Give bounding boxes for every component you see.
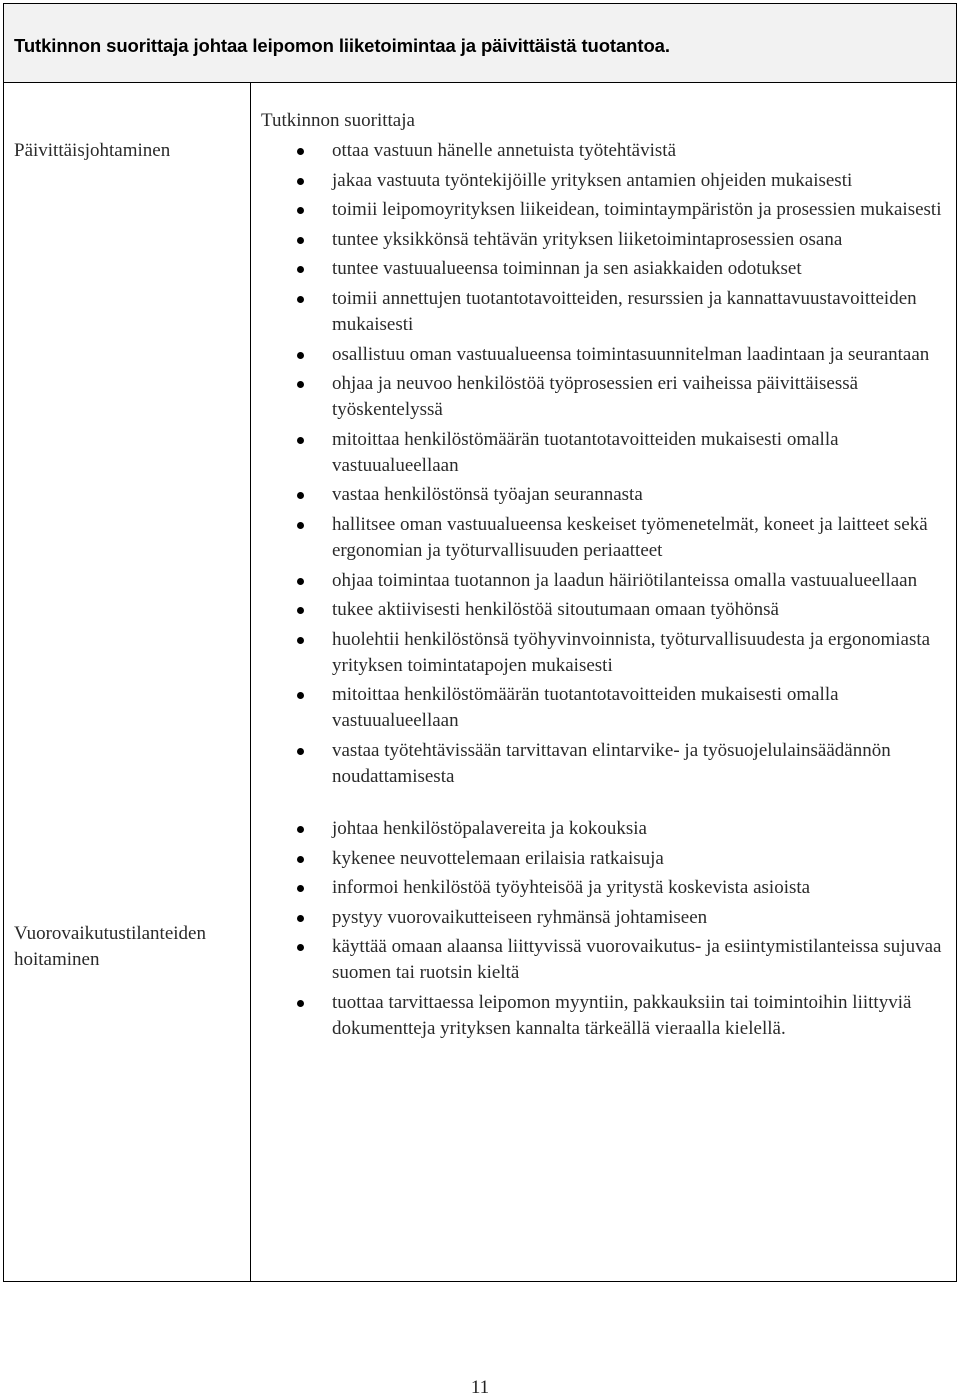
list-item-text: jakaa vastuuta työntekijöille yrityksen antamien ohjeiden mukaisesti (332, 169, 853, 191)
list-item (261, 227, 951, 253)
list-item-text: ohjaa ja neuvoo henkilöstöä työprosessien eri vaiheissa päivittäisessä työskentelyssä (332, 373, 859, 421)
list-item-text: pystyy vuorovaikutteiseen ryhmänsä johtamiseen (332, 906, 708, 928)
list-item (261, 934, 951, 986)
bullet-icon (297, 381, 304, 388)
list-item (261, 875, 951, 901)
list-item-text: huolehtii henkilöstönsä työhyvinvoinnista, työturvallisuudesta ja ergonomiasta yrityksen toimintatapojen mukaisesti (332, 628, 931, 676)
table-body (3, 83, 957, 1282)
list-item-text: käyttää omaan alaansa liittyvissä vuorovaikutus- ja esiintymistilanteissa sujuvaa suomen tai ruotsin kieltä (332, 936, 942, 984)
list-item (261, 846, 951, 872)
bullet-icon (297, 944, 304, 951)
bullet-icon (297, 1000, 304, 1007)
bullet-icon (297, 237, 304, 244)
list-item (261, 342, 951, 368)
list-item-text: ohjaa toimintaa tuotannon ja laadun häiriötilanteissa omalla vastuualueellaan (332, 569, 918, 591)
bullet-icon (297, 522, 304, 529)
list-item-text: tuntee vastuualueensa toiminnan ja sen asiakkaiden odotukset (332, 258, 802, 280)
list-item (261, 371, 951, 423)
list-item-text: tuntee yksikkönsä tehtävän yrityksen liiketoimintaprosessien osana (332, 228, 843, 250)
bullet-icon (297, 352, 304, 359)
list-item (261, 138, 951, 164)
bullet-icon (297, 692, 304, 699)
criteria-list-interaction (261, 816, 951, 1042)
list-item (261, 568, 951, 594)
bullet-icon (297, 748, 304, 755)
list-item (261, 168, 951, 194)
list-item (261, 738, 951, 790)
list-item-text: johtaa henkilöstöpalavereita ja kokouksia (332, 817, 647, 839)
table-title: Tutkinnon suorittaja johtaa leipomon liiketoimintaa ja päivittäistä tuotantoa. (14, 35, 670, 56)
section-label-daily-management: Päivittäisjohtaminen (14, 140, 171, 161)
bullet-icon (297, 637, 304, 644)
list-item-text: mitoittaa henkilöstömäärän tuotantotavoitteiden mukaisesti omalla vastuualueellaan (332, 684, 839, 732)
list-item (261, 256, 951, 282)
section-label-interaction: Vuorovaikutustilanteiden hoitaminen (14, 923, 206, 970)
list-item-text: vastaa työtehtävissään tarvittavan elintarvike- ja työsuojelulainsäädännön noudattamisesta (332, 739, 891, 787)
competence-table (3, 3, 957, 1282)
list-item-text: hallitsee oman vastuualueensa keskeiset työmenetelmät, koneet ja laitteet sekä ergonomian ja työturvallisuuden periaatteet (332, 513, 928, 561)
list-item-text: ottaa vastuun hänelle annetuista työtehtävistä (332, 140, 677, 161)
table-header (3, 3, 957, 83)
list-item (261, 512, 951, 564)
list-item-text: mitoittaa henkilöstömäärän tuotantotavoitteiden mukaisesti omalla vastuualueellaan (332, 428, 839, 476)
bullet-icon (297, 915, 304, 922)
list-item-text: toimii leipomoyrityksen liikeidean, toimintaympäristön ja prosessien mukaisesti (332, 199, 942, 221)
list-item-text: osallistuu oman vastuualueensa toimintasuunnitelman laadintaan ja seurantaan (332, 343, 930, 365)
criteria-intro: Tutkinnon suorittaja (261, 110, 415, 131)
bullet-icon (297, 607, 304, 614)
list-item (261, 990, 951, 1042)
list-item (261, 627, 951, 679)
bullet-icon (297, 207, 304, 214)
list-item (261, 427, 951, 479)
list-item-text: vastaa henkilöstönsä työajan seurannasta (332, 484, 643, 506)
bullet-icon (297, 885, 304, 892)
list-item-text: toimii annettujen tuotantotavoitteiden, resurssien ja kannattavuustavoitteiden mukaisesti (332, 287, 917, 335)
column-divider (250, 83, 251, 1281)
bullet-icon (297, 296, 304, 303)
bullet-icon (297, 826, 304, 833)
list-item (261, 597, 951, 623)
criteria-column (261, 108, 951, 1045)
list-item (261, 482, 951, 508)
list-item (261, 905, 951, 931)
list-item-text: tukee aktiivisesti henkilöstöä sitoutumaan omaan työhönsä (332, 599, 779, 621)
bullet-icon (297, 148, 304, 155)
list-item-text: informoi henkilöstöä työyhteisöä ja yritystä koskevista asioista (332, 877, 811, 899)
list-item (261, 286, 951, 338)
criteria-list-daily-management (261, 138, 951, 790)
list-item (261, 682, 951, 734)
bullet-icon (297, 492, 304, 499)
list-item (261, 197, 951, 223)
list-item-text: tuottaa tarvittaessa leipomon myyntiin, pakkauksiin tai toimintoihin liittyviä dokumentteja yrityksen kannalta tärkeällä vieraalla kielellä. (332, 991, 912, 1039)
bullet-icon (297, 856, 304, 863)
bullet-icon (297, 437, 304, 444)
bullet-icon (297, 578, 304, 585)
bullet-icon (297, 178, 304, 185)
list-item (261, 816, 951, 842)
list-item-text: kykenee neuvottelemaan erilaisia ratkaisuja (332, 847, 664, 869)
bullet-icon (297, 266, 304, 273)
page-number: 11 (470, 1377, 490, 1398)
